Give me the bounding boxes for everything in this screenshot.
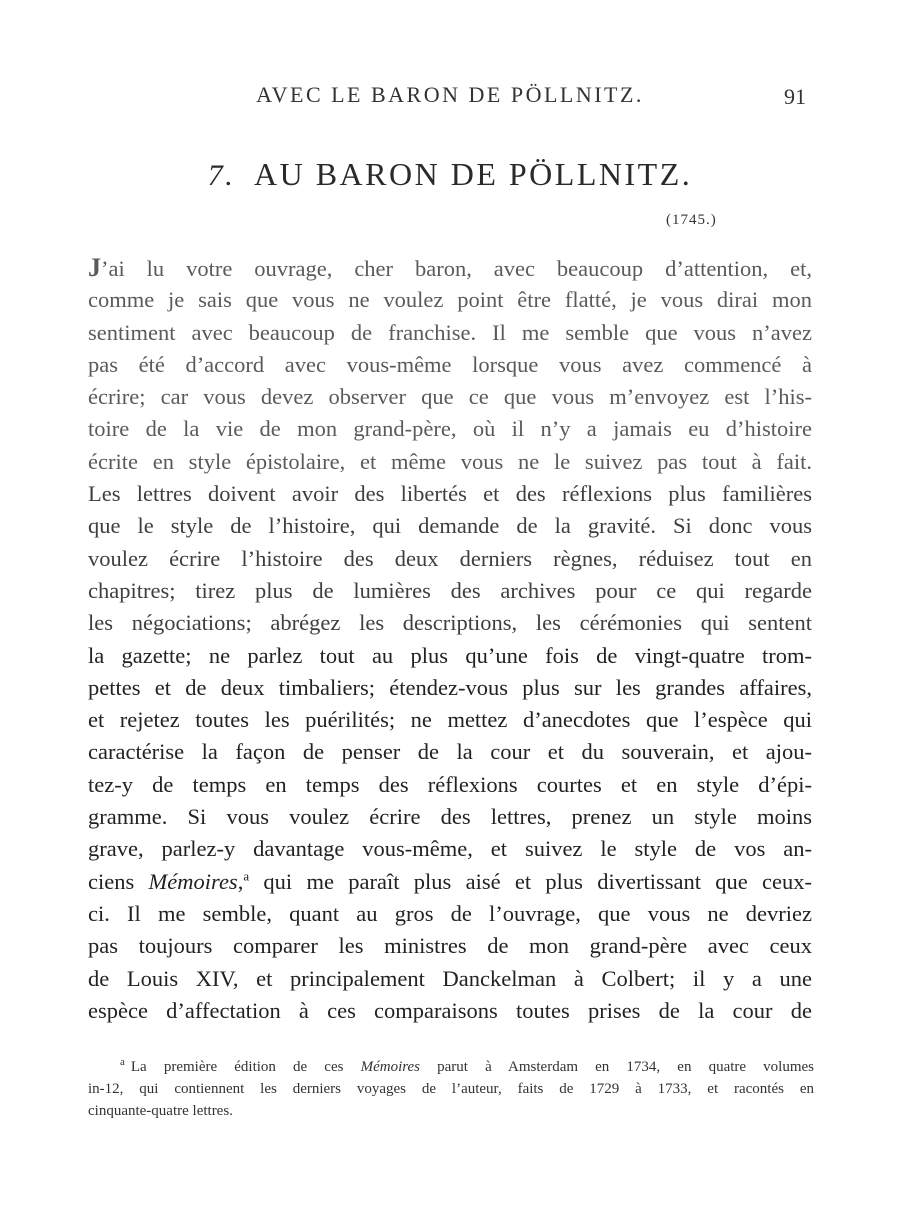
footnote-line <box>88 1056 814 1078</box>
body-line-text: ciens <box>88 868 149 894</box>
memoires-title: Mémoires <box>148 868 238 894</box>
letter-heading <box>0 156 900 193</box>
body-line: pas été d’accord avec vous-même lorsque vous avez commencé à <box>88 351 812 377</box>
footnote-line: cinquante-quatre lettres. <box>88 1103 233 1119</box>
initial-letter: J <box>88 253 101 282</box>
letter-date: (1745.) <box>666 212 717 228</box>
body-line: écrire; car vous devez observer que ce que vous m’envoyez est l’his- <box>88 384 812 410</box>
body-line: pettes et de deux timbaliers; étendez-vous plus sur les grandes affaires, <box>88 674 812 700</box>
footnote <box>88 1056 814 1122</box>
body-line: écrite en style épistolaire, et même vous ne le suivez pas tout à fait. <box>88 448 812 474</box>
body-line: pas toujours comparer les ministres de mon grand-père avec ceux <box>88 933 812 959</box>
running-head <box>0 82 900 112</box>
body-line <box>88 252 812 284</box>
body-line-text: ’ai lu votre ouvrage, cher baron, avec beaucoup d’attention, et, <box>101 256 812 281</box>
body-line: voulez écrire l’histoire des deux derniers règnes, réduisez tout en <box>88 545 812 571</box>
body-line: tez-y de temps en temps des réflexions courtes et en style d’épi- <box>88 771 812 797</box>
footnote-italic: Mémoires <box>360 1059 421 1075</box>
body-line: gramme. Si vous voulez écrire des lettres, prenez un style moins <box>88 804 812 830</box>
body-line: sentiment avec beaucoup de franchise. Il me semble que vous n’avez <box>88 319 812 345</box>
footnote-marker: a <box>120 1056 125 1068</box>
body-line: Les lettres doivent avoir des libertés et des réflexions plus familières <box>88 481 812 507</box>
body-line: espèce d’affectation à ces comparaisons toutes prises de la cour de <box>88 997 812 1023</box>
body-line: chapitres; tirez plus de lumières des archives pour ce qui regarde <box>88 577 812 603</box>
body-line: comme je sais que vous ne voulez point être flatté, je vous dirai mon <box>88 287 812 313</box>
letter-number: 7. <box>207 159 236 192</box>
body-line: la gazette; ne parlez tout au plus qu’une fois de vingt-quatre trom- <box>88 642 812 668</box>
letter-body <box>88 252 812 1027</box>
body-line: que le style de l’histoire, qui demande de la gravité. Si donc vous <box>88 513 812 539</box>
page-number: 91 <box>784 84 806 109</box>
footnote-text: parut à Amsterdam en 1734, en quatre volumes <box>420 1059 814 1075</box>
body-line: et rejetez toutes les puérilités; ne mettez d’anecdotes que l’espèce qui <box>88 707 812 733</box>
running-title: AVEC LE BARON DE PÖLLNITZ. <box>256 82 644 107</box>
letter-title: AU BARON DE PÖLLNITZ. <box>253 156 693 192</box>
body-line: grave, parlez-y davantage vous-même, et suivez le style de vos an- <box>88 836 812 862</box>
body-line: ciens Mémoires,$^a$ qui me paraît plus aisé et plus divertissant que ceux- <box>88 868 812 894</box>
footnote-reference[interactable]: a <box>243 868 250 884</box>
body-line: caractérise la façon de penser de la cour et du souverain, et ajou- <box>88 739 812 765</box>
footnote-text: La première édition de ces <box>130 1059 361 1075</box>
body-line: ci. Il me semble, quant au gros de l’ouvrage, que vous ne devriez <box>88 900 812 926</box>
body-line: toire de la vie de mon grand-père, où il n’y a jamais eu d’histoire <box>88 416 812 442</box>
body-line: les négociations; abrégez les descriptions, les cérémonies qui sentent <box>88 610 812 636</box>
body-line: de Louis XIV, et principalement Danckelman à Colbert; il y a une <box>88 965 812 991</box>
body-line-text: qui me paraît plus aisé et plus divertissant que ceux- <box>249 868 812 894</box>
footnote-line: in-12, qui contiennent les derniers voyages de l’auteur, faits de 1729 à 1733, et racontés en <box>88 1081 814 1097</box>
